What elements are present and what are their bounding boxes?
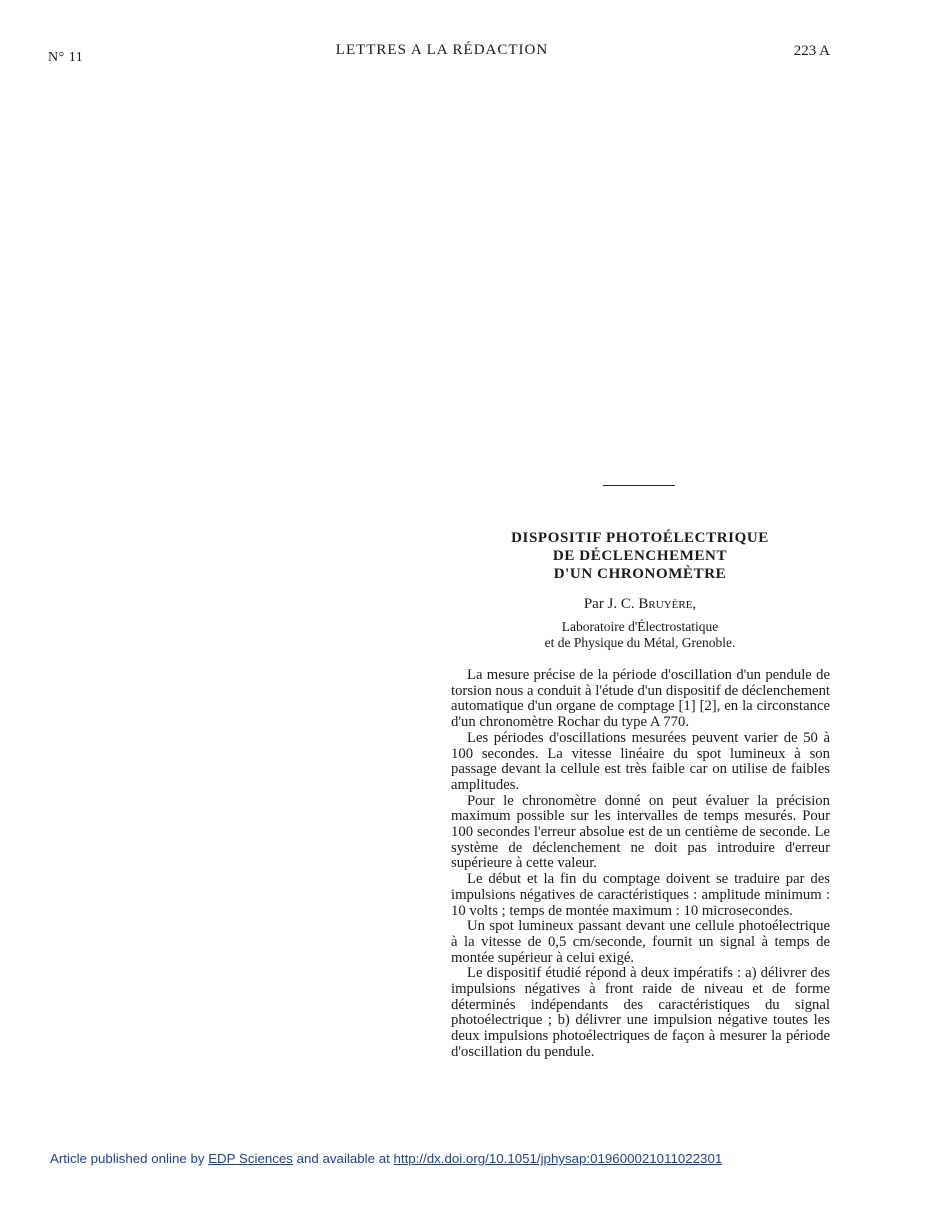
affiliation-line: Laboratoire d'Électrostatique (561, 619, 719, 634)
publisher-link[interactable]: EDP Sciences (208, 1151, 293, 1166)
affiliation-line: et de Physique du Métal, Grenoble. (544, 635, 736, 650)
paragraph: Les périodes d'oscillations mesurées peuvent varier de 50 à 100 secondes. La vitesse linéaire du spot lumineux à son passage devant la cellule est très faible car on utilise de faibles amplitudes. (451, 729, 830, 793)
title-line: DISPOSITIF PHOTOÉLECTRIQUE (511, 530, 769, 546)
author-prefix: Par J. C. (583, 596, 639, 612)
paragraph: Un spot lumineux passant devant une cellule photoélectrique à la vitesse de 0,5 cm/seconde, fournit un signal à temps de montée supérieur à celui exigé. (451, 918, 830, 966)
issue-number: N° 11 (48, 50, 84, 65)
article-title (450, 529, 830, 583)
paragraph: Pour le chronomètre donné on peut évaluer la précision maximum possible sur les intervalles de temps mesurés. Pour 100 secondes l'erreur absolue est de un centième de seconde. Le système de déclenchement ne doit pas introduire d'erreur supérieure à cette valeur. (451, 792, 830, 872)
article-body (451, 668, 830, 1061)
doi-link[interactable]: http://dx.doi.org/10.1051/jphysap:019600021011022301 (393, 1151, 723, 1166)
paragraph: La mesure précise de la période d'oscillation d'un pendule de torsion nous a conduit à l'étude d'un dispositif de déclenchement automatique d'un organe de comptage [1] [2], en la circonstance d'un chronomètre Rochar du type A 770. (451, 667, 830, 731)
author-name: Bruyère, (638, 596, 697, 612)
paragraph: Le dispositif étudié répond à deux impératifs : a) délivrer des impulsions négatives à front raide de niveau et de forme déterminés indépendants des caractéristiques du signal photoélectrique ; b) délivrer une impulsion négative toutes les deux impulsions photoélectriques de façon à mesurer la période d'oscillation du pendule. (451, 965, 830, 1060)
footer-middle: and available at (292, 1151, 394, 1166)
affiliation (450, 619, 830, 651)
paragraph: Le début et la fin du comptage doivent se traduire par des impulsions négatives de caractéristiques : amplitude minimum : 10 volts ; temps de montée maximum : 10 microsecondes. (451, 871, 830, 919)
footer-prefix: Article published online by (50, 1151, 209, 1166)
page-number: 223 A (793, 43, 830, 59)
author-line (450, 596, 830, 613)
section-divider (603, 485, 675, 486)
publication-footer (50, 1151, 722, 1166)
title-line: DE DÉCLENCHEMENT (552, 548, 728, 564)
section-title: LETTRES A LA RÉDACTION (335, 42, 549, 58)
title-line: D'UN CHRONOMÈTRE (553, 566, 727, 582)
